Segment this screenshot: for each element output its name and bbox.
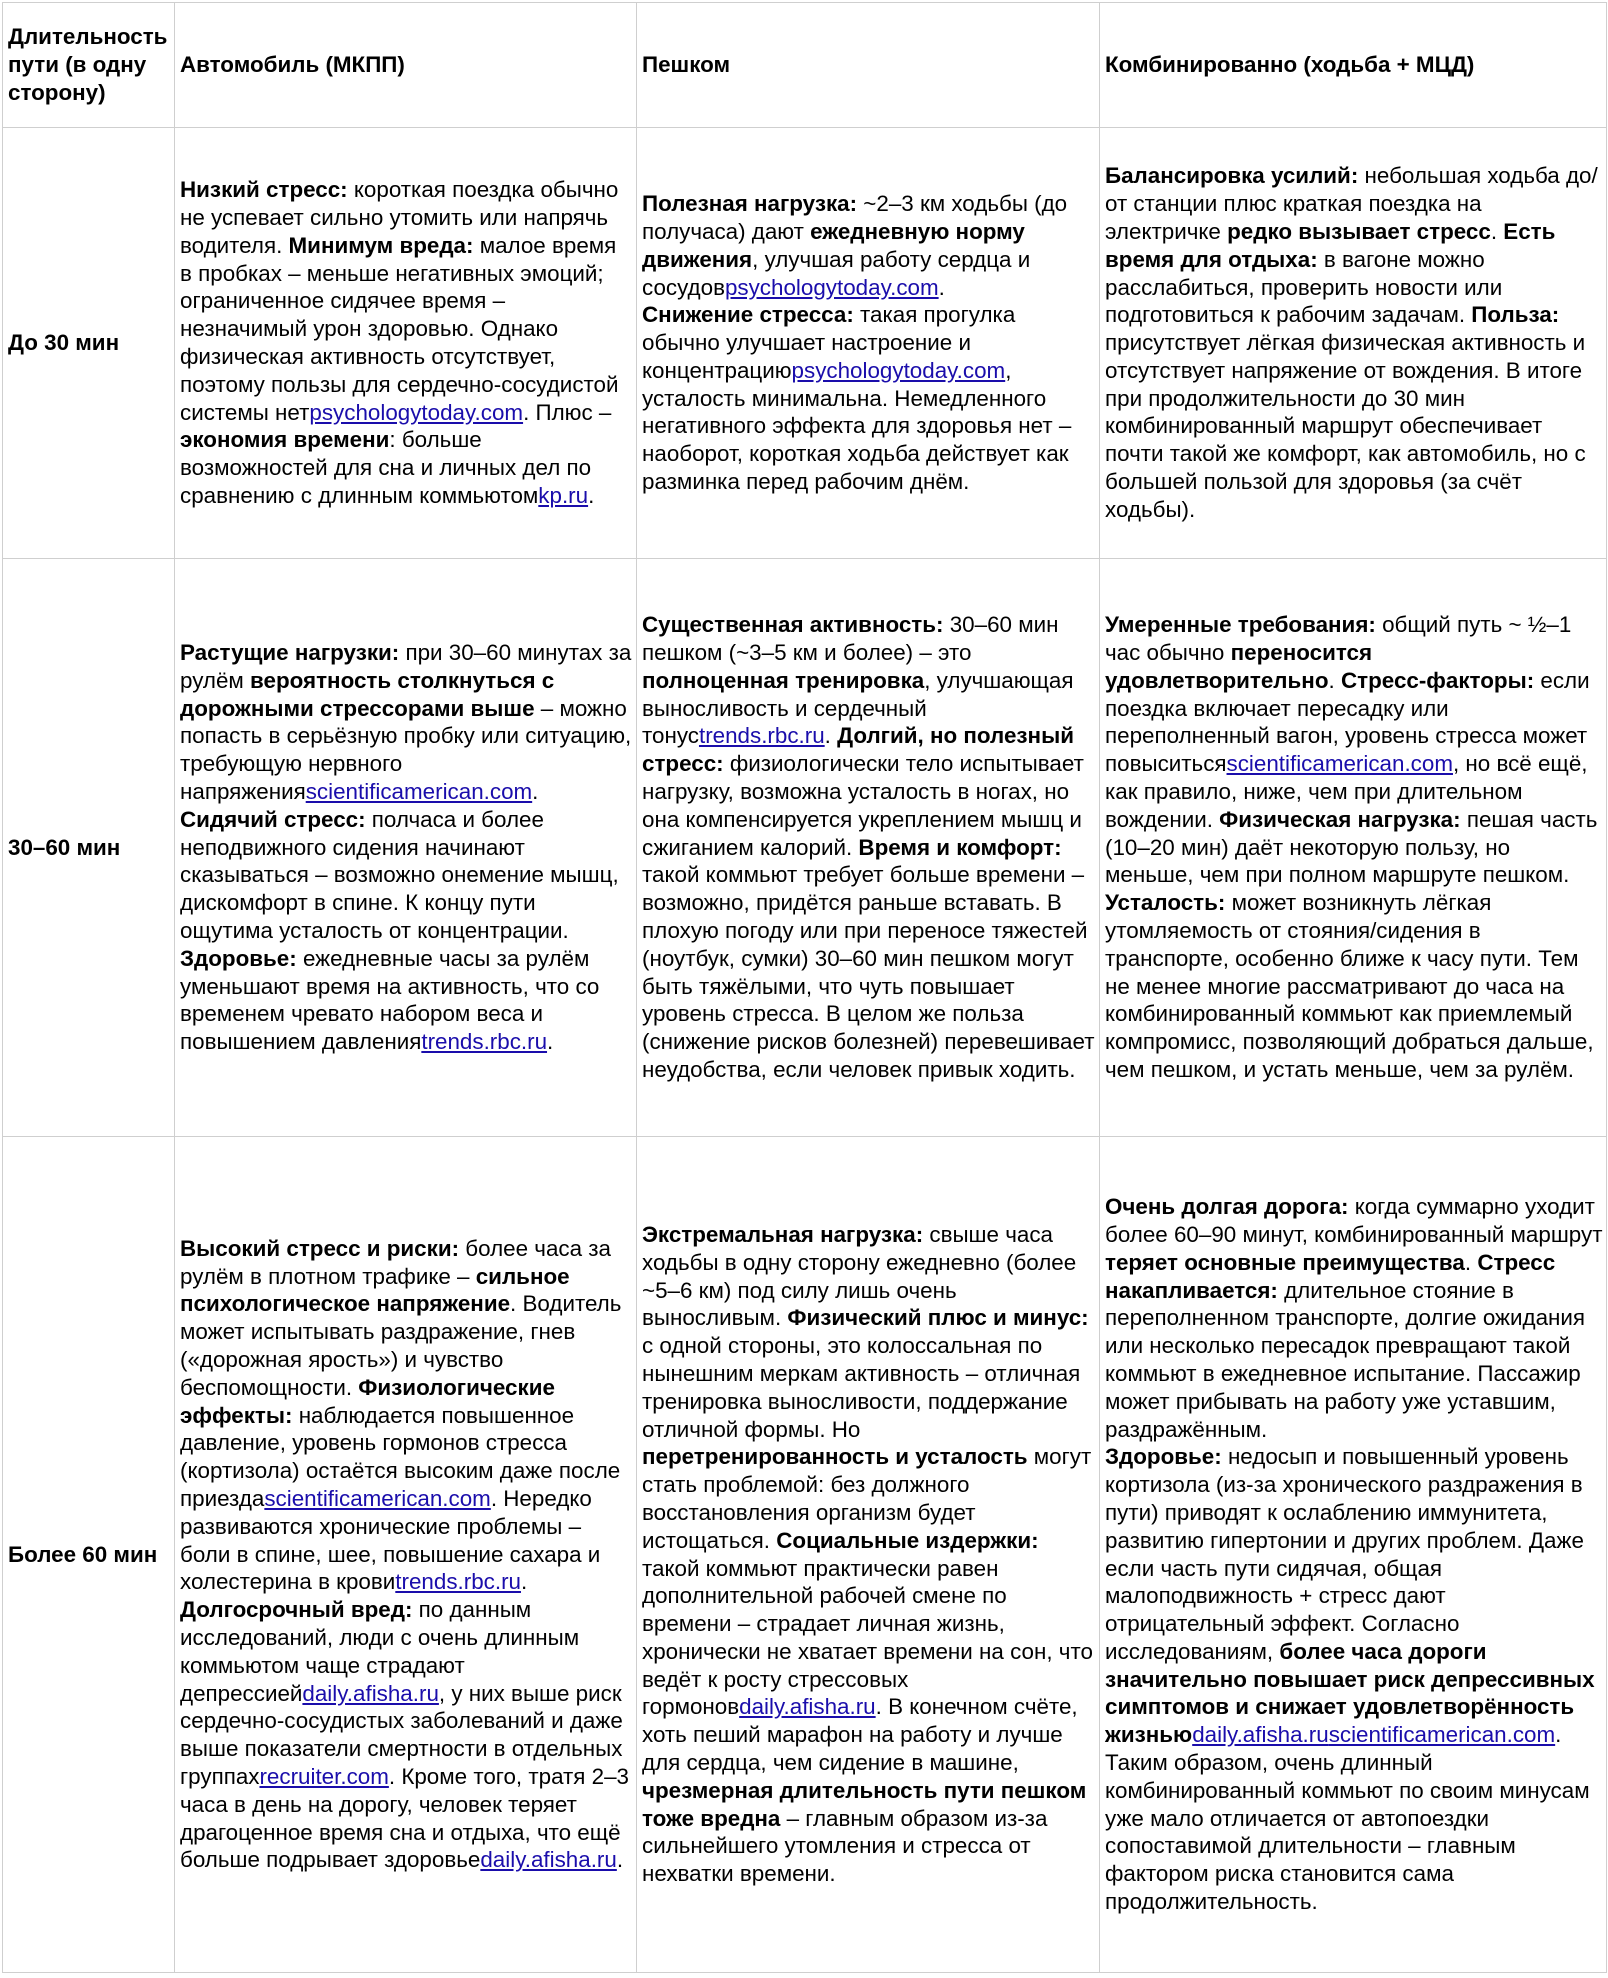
header-combined: Комбинированно (ходьба + МЦД) — [1100, 3, 1607, 128]
bold-phrase: чрезмерная длительность пути пешком тоже вредна — [642, 1777, 1087, 1831]
duration-cell: До 30 мин — [3, 128, 175, 559]
bold-phrase: Высокий стресс и риски: — [180, 1235, 460, 1261]
bold-phrase: Умеренные требования: — [1105, 612, 1376, 638]
bold-phrase: Растущие нагрузки: — [180, 640, 400, 666]
source-link[interactable]: psychologytoday.com — [309, 399, 524, 425]
bold-phrase: вероятность столкнуться с дорожными стрессорами выше — [180, 667, 555, 721]
bold-phrase: Балансировка усилий: — [1105, 163, 1359, 189]
duration-cell: Более 60 мин — [3, 1137, 175, 1973]
source-link[interactable]: kp.ru — [538, 482, 589, 508]
table-row — [3, 1137, 1607, 1973]
table-row — [3, 128, 1607, 559]
source-link[interactable]: trends.rbc.ru — [421, 1029, 548, 1055]
bold-phrase: Долгосрочный вред: — [180, 1597, 413, 1623]
header-walk: Пешком — [637, 3, 1100, 128]
bold-phrase: сильное психологическое напряжение — [180, 1263, 570, 1317]
bold-phrase: Полезная нагрузка: — [642, 191, 858, 217]
bold-phrase: более часа дороги значительно повышает риск депрессивных симптомов и снижает удовлетворённость жизнью — [1105, 1638, 1595, 1748]
commute-comparison-table — [2, 2, 1607, 1973]
bold-phrase: Физический плюс и минус: — [787, 1305, 1089, 1331]
car-cell: Высокий стресс и риски: более часа за рулём в плотном трафике – сильное психологическое напряжение. Водитель может испытывать раздражение, гнев («дорожная ярость») и чувство беспомощности. Физиологические эффекты: наблюдается повышенное давление, уровень гормонов стресса (кортизола) остаётся высоким даже после приездаscientificamerican.com. Нередко развиваются хронические проблемы – боли в спине, шее, повышение сахара и холестерина в кровиtrends.rbc.ru. Долгосрочный вред: по данным исследований, люди с очень длинным коммьютом чаще страдают депрессиейdaily.afisha.ru, у них выше риск сердечно-сосудистых заболеваний и даже выше показатели смертности в отдельных группахrecruiter.com. Кроме того, тратя 2–3 часа в день на дорогу, человек теряет драгоценное время сна и отдыха, что ещё больше подрывает здоровьеdaily.afisha.ru. — [175, 1137, 637, 1973]
bold-phrase: Очень долгая дорога: — [1105, 1194, 1349, 1220]
bold-phrase: Экстремальная нагрузка: — [642, 1221, 924, 1247]
bold-phrase: Существенная активность: — [642, 612, 944, 638]
header-row — [3, 3, 1607, 128]
bold-phrase: Физиологические эффекты: — [180, 1374, 555, 1428]
source-link[interactable]: recruiter.com — [259, 1763, 389, 1789]
source-link[interactable]: psychologytoday.com — [724, 274, 939, 300]
bold-phrase: Время и комфорт: — [858, 834, 1062, 860]
header-car: Автомобиль (МКПП) — [175, 3, 637, 128]
bold-phrase: Низкий стресс: — [180, 177, 348, 203]
table-row — [3, 559, 1607, 1137]
bold-phrase: Стресс-факторы: — [1340, 667, 1535, 693]
source-link[interactable]: daily.afisha.ru — [302, 1680, 439, 1706]
bold-phrase: Минимум вреда: — [288, 232, 474, 258]
car-cell: Растущие нагрузки: при 30–60 минутах за рулём вероятность столкнуться с дорожными стрессорами выше – можно попасть в серьёзную пробку или ситуацию, требующую нервного напряженияscientificamerican.com. Сидячий стресс: полчаса и более неподвижного сидения начинают сказываться – возможно онемение мышц, дискомфорт в спине. К концу пути ощутима усталость от концентрации. Здоровье: ежедневные часы за рулём уменьшают время на активность, что со временем чревато набором веса и повышением давленияtrends.rbc.ru. — [175, 559, 637, 1137]
source-link[interactable]: scientificamerican.com — [264, 1486, 491, 1511]
walk-cell: Полезная нагрузка: ~2–3 км ходьбы (до получаса) дают ежедневную норму движения, улучшая работу сердца и сосудовpsychologytoday.com. Снижение стресса: такая прогулка обычно улучшает настроение и концентрациюpsychologytoday.com, усталость минимальна. Немедленного негативного эффекта для здоровья нет – наоборот, короткая ходьба действует как разминка перед рабочим днём. — [637, 128, 1100, 559]
bold-phrase: ежедневную норму движения — [642, 218, 1025, 272]
combined-cell: Очень долгая дорога: когда суммарно уходит более 60–90 минут, комбинированный маршрут теряет основные преимущества. Стресс накапливается: длительное стояние в переполненном транспорте, долгие ожидания или несколько пересадок превращают такой коммьют в ежедневное испытание. Пассажир может прибывать на работу уже уставшим, раздражённым. Здоровье: недосып и повышенный уровень кортизола (из-за хронического раздражения в пути) приводят к ослаблению иммунитета, развитию гипертонии и других проблем. Даже если часть пути сидячая, общая малоподвижность + стресс дают отрицательный эффект. Согласно исследованиям, более часа дороги значительно повышает риск депрессивных симптомов и снижает удовлетворённость жизньюdaily.afisha.ruscientificamerican.com. Таким образом, очень длинный комбинированный коммьют по своим минусам уже мало отличается от автопоездки сопоставимой длительности – главным фактором риска становится сама продолжительность. — [1100, 1137, 1607, 1973]
bold-phrase: Усталость: — [1105, 890, 1226, 916]
source-link[interactable]: daily.afisha.ru — [480, 1847, 617, 1873]
bold-phrase: Снижение стресса: — [642, 302, 854, 328]
bold-phrase: Здоровье: — [180, 945, 297, 971]
bold-phrase: Сидячий стресс: — [180, 806, 366, 832]
header-duration: Длительность пути (в одну сторону) — [3, 3, 175, 128]
duration-cell: 30–60 мин — [3, 559, 175, 1137]
bold-phrase: Социальные издержки: — [776, 1527, 1039, 1553]
source-link[interactable]: daily.afisha.ru — [1192, 1722, 1329, 1748]
source-link[interactable]: daily.afisha.ru — [739, 1694, 876, 1720]
source-link[interactable]: scientificamerican.com — [305, 779, 533, 804]
bold-phrase: теряет основные преимущества — [1105, 1249, 1465, 1275]
walk-cell: Существенная активность: 30–60 мин пешком (~3–5 км и более) – это полноценная тренировка, улучшающая выносливость и сердечный тонусtrends.rbc.ru. Долгий, но полезный стресс: физиологически тело испытывает нагрузку, возможна усталость в ногах, но она компенсируется укреплением мышц и сжиганием калорий. Время и комфорт: такой коммьют требует больше времени – возможно, придётся раньше вставать. В плохую погоду или при переносе тяжестей (ноутбук, сумки) 30–60 мин пешком могут быть тяжёлыми, что чуть повышает уровень стресса. В целом же польза (снижение рисков болезней) перевешивает неудобства, если человек привык ходить. — [637, 559, 1100, 1137]
car-cell: Низкий стресс: короткая поездка обычно не успевает сильно утомить или напрячь водителя. Минимум вреда: малое время в пробках – меньше негативных эмоций; ограниченное сидячее время – незначимый урон здоровью. Однако физическая активность отсутствует, поэтому пользы для сердечно-сосудистой системы нетpsychologytoday.com. Плюс – экономия времени: больше возможностей для сна и личных дел по сравнению с длинным коммьютомkp.ru. — [175, 128, 637, 559]
bold-phrase: Физическая нагрузка: — [1219, 806, 1461, 832]
source-link[interactable]: scientificamerican.com — [1328, 1722, 1556, 1748]
source-link[interactable]: trends.rbc.ru — [395, 1569, 521, 1595]
source-link[interactable]: trends.rbc.ru — [698, 723, 825, 749]
bold-phrase: полноценная тренировка — [642, 667, 925, 693]
combined-cell: Умеренные требования: общий путь ~ ½–1 час обычно переносится удовлетворительно. Стресс-факторы: если поездка включает пересадку или переполненный вагон, уровень стресса может повыситьсяscientificamerican.com, но всё ещё, как правило, ниже, чем при длительном вождении. Физическая нагрузка: пешая часть (10–20 мин) даёт некоторую пользу, но меньше, чем при полном маршруте пешком. Усталость: может возникнуть лёгкая утомляемость от стояния/сидения в транспорте, особенно ближе к часу пути. Тем не менее многие рассматривают до часа на комбинированный коммьют как приемлемый компромисс, позволяющий добраться дальше, чем пешком, и устать меньше, чем за рулём. — [1100, 559, 1607, 1137]
bold-phrase: Стресс накапливается: — [1105, 1249, 1556, 1303]
combined-cell: Балансировка усилий: небольшая ходьба до/от станции плюс краткая поездка на электричке редко вызывает стресс. Есть время для отдыха: в вагоне можно расслабиться, проверить новости или подготовиться к рабочим задачам. Польза: присутствует лёгкая физическая активность и отсутствует напряжение от вождения. В итоге при продолжительности до 30 мин комбинированный маршрут обеспечивает почти такой же комфорт, как автомобиль, но с большей пользой для здоровья (за счёт ходьбы). — [1100, 128, 1607, 559]
bold-phrase: перетренированность и усталость — [642, 1444, 1028, 1470]
bold-phrase: Долгий, но полезный стресс: — [642, 723, 1074, 777]
bold-phrase: Польза: — [1471, 302, 1560, 328]
bold-phrase: экономия времени — [180, 427, 390, 453]
bold-phrase: редко вызывает стресс — [1227, 218, 1491, 244]
source-link[interactable]: psychologytoday.com — [791, 357, 1006, 383]
bold-phrase: Есть время для отдыха: — [1105, 218, 1556, 272]
bold-phrase: переносится удовлетворительно — [1105, 640, 1373, 693]
bold-phrase: Здоровье: — [1105, 1444, 1222, 1470]
source-link[interactable]: scientificamerican.com — [1226, 751, 1453, 777]
walk-cell: Экстремальная нагрузка: свыше часа ходьбы в одну сторону ежедневно (более ~5–6 км) под силу лишь очень выносливым. Физический плюс и минус: с одной стороны, это колоссальная по нынешним меркам активность – отличная тренировка выносливости, поддержание отличной формы. Но перетренированность и усталость могут стать проблемой: без должного восстановления организм будет истощаться. Социальные издержки: такой коммьют практически равен дополнительной рабочей смене по времени – страдает личная жизнь, хронически не хватает времени на сон, что ведёт к росту стрессовых гормоновdaily.afisha.ru. В конечном счёте, хоть пеший марафон на работу и лучше для сердца, чем сидение в машине, чрезмерная длительность пути пешком тоже вредна – главным образом из-за сильнейшего утомления и стресса от нехватки времени. — [637, 1137, 1100, 1973]
